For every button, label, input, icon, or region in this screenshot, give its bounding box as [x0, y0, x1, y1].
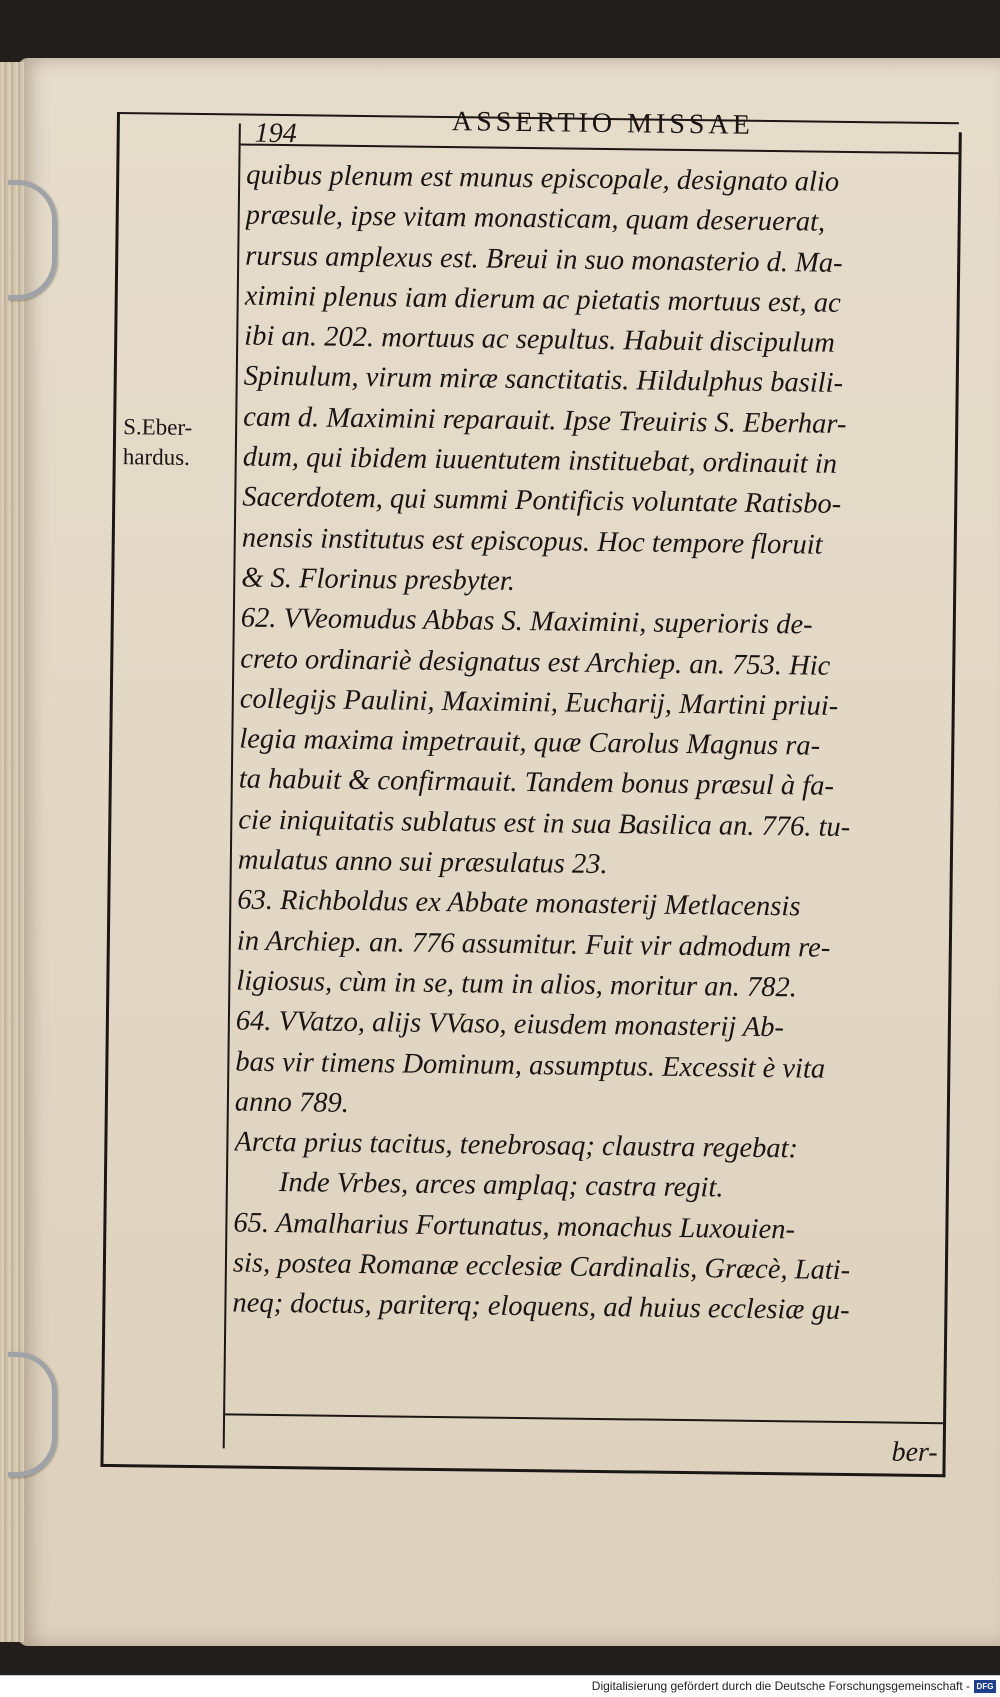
dfg-logo: DFG [974, 1680, 996, 1693]
verse-line: Inde Vrbes, arces amplaq; castra regit. [278, 1167, 724, 1204]
marginal-note [123, 412, 232, 473]
verse-line: Arcta prius tacitus, tenebrosaq; claustra regebat: [234, 1126, 799, 1165]
text-line: & S. Florinus presbyter. [241, 562, 516, 597]
text-line: mulatus anno sui præsulatus 23. [237, 844, 608, 881]
text-line: ximini plenus iam dierum ac pietatis mortuus est, ac [244, 280, 841, 319]
text-line: nensis institutus est episcopus. Hoc tempore floruit [241, 522, 823, 561]
footer-credit: Digitalisierung gefördert durch die Deutsche Forschungsgemeinschaft - [591, 1679, 970, 1693]
book-clip-top [8, 180, 57, 300]
text-line: Sacerdotem, qui summi Pontificis voluntate Ratisbo- [242, 481, 842, 521]
text-line: ibi an. 202. mortuus ac sepultus. Habuit discipulum [244, 320, 836, 359]
marginal-note-line: S.Eber- [123, 414, 193, 440]
text-line: dum, qui ibidem iuuentutem instituebat, ordinauit in [242, 441, 838, 480]
text-line: legia maxima impetrauit, quæ Carolus Magnus ra- [239, 723, 821, 762]
text-line: cam d. Maximini reparauit. Ipse Treuiris S. Eberhar- [243, 401, 847, 440]
text-line: cie iniquitatis sublatus est in sua Basilica an. 776. tu- [238, 804, 851, 843]
text-line: neq; doctus, pariterq; eloquens, ad huius ecclesiæ gu- [232, 1287, 850, 1327]
book-clip-bottom [8, 1352, 57, 1477]
text-line: creto ordinariè designatus est Archiep. an. 753. Hic [240, 643, 831, 682]
text-bottom-rule [225, 1413, 943, 1424]
text-line: collegijs Paulini, Maximini, Eucharij, Martini priui- [239, 683, 839, 722]
text-line: rursus amplexus est. Breui in suo monasterio d. Ma- [245, 240, 843, 279]
text-line: ligiosus, cùm in se, tum in alios, moritur an. 782. [236, 965, 798, 1004]
text-line: in Archiep. an. 776 assumitur. Fuit vir admodum re- [236, 925, 831, 964]
running-header [247, 106, 959, 155]
text-line: 63. Richboldus ex Abbate monasterij Metlacensis [237, 884, 801, 923]
running-title: ASSERTIO MISSAE [451, 106, 754, 141]
text-line: 62. VVeomudus Abbas S. Maximini, superioris de- [240, 602, 813, 641]
catchword: ber- [891, 1436, 938, 1469]
text-line: sis, postea Romanæ ecclesiæ Cardinalis, Græcè, Lati- [232, 1247, 851, 1287]
body-text [232, 156, 954, 1333]
text-line: præsule, ipse vitam monasticam, quam deseruerat, [245, 199, 826, 238]
text-line: quibus plenum est munus episcopale, designato alio [246, 159, 840, 198]
text-frame [100, 106, 961, 1477]
digitization-footer [0, 1675, 1000, 1697]
text-line: bas vir timens Dominum, assumptus. Excessit è vita [235, 1046, 826, 1085]
text-line: Spinulum, virum miræ sanctitatis. Hildulphus basili- [243, 361, 844, 400]
text-line: ta habuit & confirmauit. Tandem bonus præsul à fa- [238, 763, 835, 803]
page-number: 194 [254, 117, 297, 150]
text-line: 65. Amalharius Fortunatus, monachus Luxouien- [233, 1207, 796, 1246]
marginal-note-line: hardus. [122, 444, 191, 470]
text-line: 64. VVatzo, alijs VVaso, eiusdem monasterij Ab- [235, 1005, 785, 1044]
text-line: anno 789. [234, 1086, 350, 1119]
